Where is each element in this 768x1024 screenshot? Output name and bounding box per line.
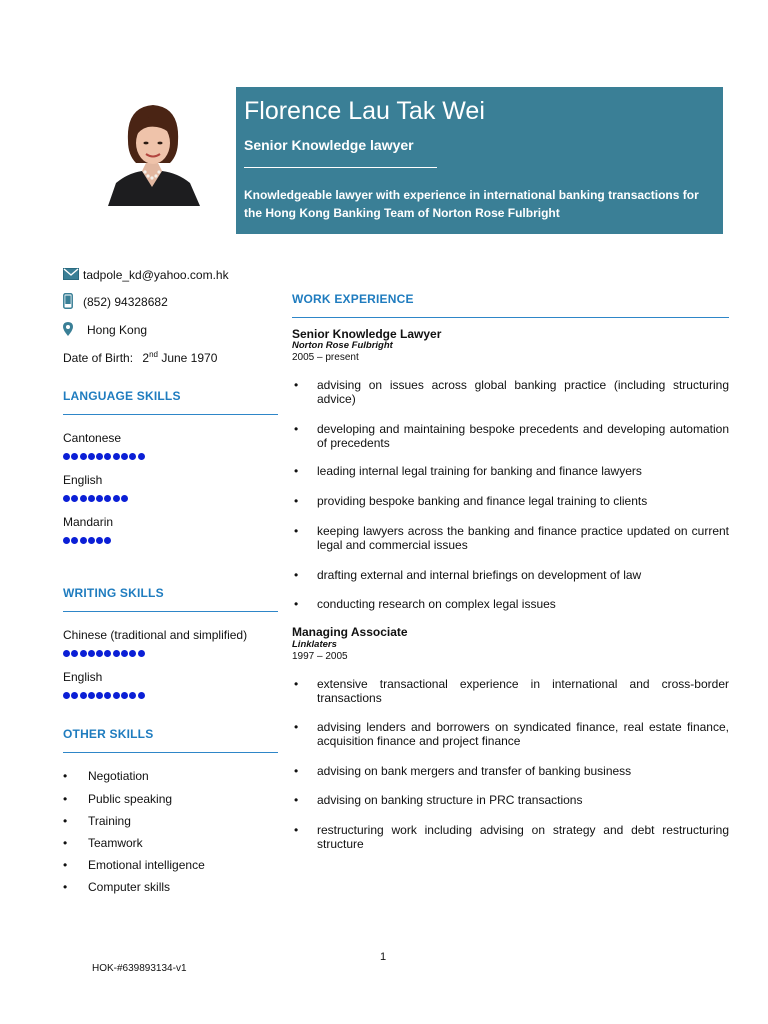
skill-level-dot (121, 495, 128, 502)
language-label: English (63, 473, 103, 487)
skill-level-dot (129, 692, 136, 699)
language-label: Mandarin (63, 515, 114, 529)
skill-level-dot (104, 650, 111, 657)
dob-label: Date of Birth: (63, 351, 134, 365)
skill-level-dot (96, 537, 103, 544)
language-level-dots (63, 447, 146, 455)
banner-divider (244, 167, 437, 168)
skill-level-dot (88, 692, 95, 699)
job-bullet-text: advising on issues across global banking practice (including structuring advice) (317, 378, 729, 406)
skill-level-dot (113, 453, 120, 460)
contact-email[interactable]: tadpole_kd@yahoo.com.hk (83, 268, 229, 283)
job-dates: 2005 – present (292, 352, 359, 363)
skill-level-dot (80, 537, 87, 544)
job-bullet-text: keeping lawyers across the banking and finance practice updated on current legal and commercial issues (317, 524, 729, 552)
job-bullet-text: extensive transactional experience in international and cross-border transactions (317, 677, 729, 705)
skill-level-dot (63, 453, 70, 460)
dob-suffix: nd (149, 350, 158, 359)
other-skill-label: Public speaking (88, 792, 173, 806)
skill-level-dot (96, 650, 103, 657)
skill-level-dot (121, 650, 128, 657)
writing-skills-divider (63, 611, 278, 612)
other-skill-item: • Teamwork (63, 836, 143, 850)
work-experience-divider (292, 317, 729, 318)
job-bullet-text: drafting external and internal briefings on development of law (317, 568, 642, 582)
job-bullet-text: advising on bank mergers and transfer of banking business (317, 764, 632, 778)
document-reference: HOK-#639893134-v1 (92, 963, 187, 974)
skill-level-dot (113, 650, 120, 657)
envelope-icon (63, 268, 79, 284)
work-experience-title: WORK EXPERIENCE (292, 292, 414, 306)
profile-photo (98, 97, 207, 206)
skill-level-dot (63, 650, 70, 657)
date-of-birth-row (63, 347, 217, 366)
job-title: Senior Knowledge Lawyer (292, 327, 442, 341)
skill-level-dot (80, 692, 87, 699)
skill-level-dot (96, 692, 103, 699)
language-skills-title: LANGUAGE SKILLS (63, 389, 181, 403)
writing-level-dots (63, 644, 146, 652)
skill-level-dot (138, 692, 145, 699)
skill-level-dot (63, 537, 70, 544)
language-skills-divider (63, 414, 278, 415)
skill-level-dot (96, 453, 103, 460)
skill-level-dot (80, 495, 87, 502)
other-skill-item: • Negotiation (63, 769, 149, 783)
other-skill-label: Teamwork (88, 836, 143, 850)
job-company: Norton Rose Fulbright (292, 340, 393, 351)
language-label: Cantonese (63, 431, 122, 445)
skill-level-dot (80, 453, 87, 460)
skill-level-dot (88, 495, 95, 502)
other-skill-item: • Public speaking (63, 792, 173, 806)
dob-day: 2 (142, 351, 150, 365)
skill-level-dot (63, 495, 70, 502)
job-bullet-text: restructuring work including advising on strategy and debt restructuring structure (317, 823, 729, 851)
mobile-phone-icon (63, 293, 73, 313)
job-company: Linklaters (292, 639, 337, 650)
skill-level-dot (71, 692, 78, 699)
skill-level-dot (80, 650, 87, 657)
skill-level-dot (104, 537, 111, 544)
other-skill-item: • Computer skills (63, 880, 171, 894)
other-skills-divider (63, 752, 278, 753)
writing-label: Chinese (traditional and simplified) (63, 628, 248, 642)
skill-level-dot (88, 650, 95, 657)
candidate-name: Florence Lau Tak Wei (244, 97, 485, 125)
job-bullet-text: advising on banking structure in PRC transactions (317, 793, 583, 807)
writing-skills-title: WRITING SKILLS (63, 586, 164, 600)
contact-location-row (63, 322, 147, 340)
dob-rest: June 1970 (161, 351, 218, 365)
location-pin-icon (63, 322, 73, 340)
writing-label: English (63, 670, 103, 684)
writing-level-dots (63, 686, 146, 694)
skill-level-dot (88, 453, 95, 460)
other-skill-label: Training (88, 814, 131, 828)
other-skill-label: Negotiation (88, 769, 149, 783)
skill-level-dot (71, 537, 78, 544)
skill-level-dot (104, 453, 111, 460)
job-dates: 1997 – 2005 (292, 651, 348, 662)
other-skill-item: • Training (63, 814, 131, 828)
language-level-dots (63, 489, 129, 497)
other-skill-item: • Emotional intelligence (63, 858, 205, 872)
other-skill-label: Emotional intelligence (88, 858, 205, 872)
skill-level-dot (121, 692, 128, 699)
skill-level-dot (129, 650, 136, 657)
skill-level-dot (129, 453, 136, 460)
page-number: 1 (380, 951, 387, 963)
contact-phone-row (63, 293, 168, 313)
contact-phone: (852) 94328682 (83, 295, 168, 310)
skill-level-dot (71, 650, 78, 657)
skill-level-dot (63, 692, 70, 699)
job-bullet-text: leading internal legal training for banking and finance lawyers (317, 464, 642, 478)
candidate-summary: Knowledgeable lawyer with experience in international banking transactions for the Hong Kong Banking Team of Norton Rose Fulbright (244, 188, 699, 220)
skill-level-dot (138, 650, 145, 657)
skill-level-dot (104, 692, 111, 699)
job-bullet-text: providing bespoke banking and finance legal training to clients (317, 494, 648, 508)
skill-level-dot (71, 495, 78, 502)
skill-level-dot (138, 453, 145, 460)
skill-level-dot (104, 495, 111, 502)
header-banner (236, 87, 723, 234)
candidate-role: Senior Knowledge lawyer (244, 137, 414, 153)
skill-level-dot (96, 495, 103, 502)
skill-level-dot (113, 692, 120, 699)
language-level-dots (63, 531, 113, 539)
skill-level-dot (71, 453, 78, 460)
other-skills-title: OTHER SKILLS (63, 727, 154, 741)
skill-level-dot (88, 537, 95, 544)
job-title: Managing Associate (292, 625, 408, 639)
skill-level-dot (113, 495, 120, 502)
job-bullet-text: advising lenders and borrowers on syndicated finance, real estate finance, acquisition finance and project finance (317, 720, 729, 748)
contact-email-row (63, 268, 229, 284)
contact-location: Hong Kong (87, 323, 148, 338)
job-bullet-text: developing and maintaining bespoke precedents and developing automation of precedents (317, 422, 729, 450)
skill-level-dot (121, 453, 128, 460)
other-skill-label: Computer skills (88, 880, 171, 894)
job-bullet-text: conducting research on complex legal issues (317, 597, 556, 611)
